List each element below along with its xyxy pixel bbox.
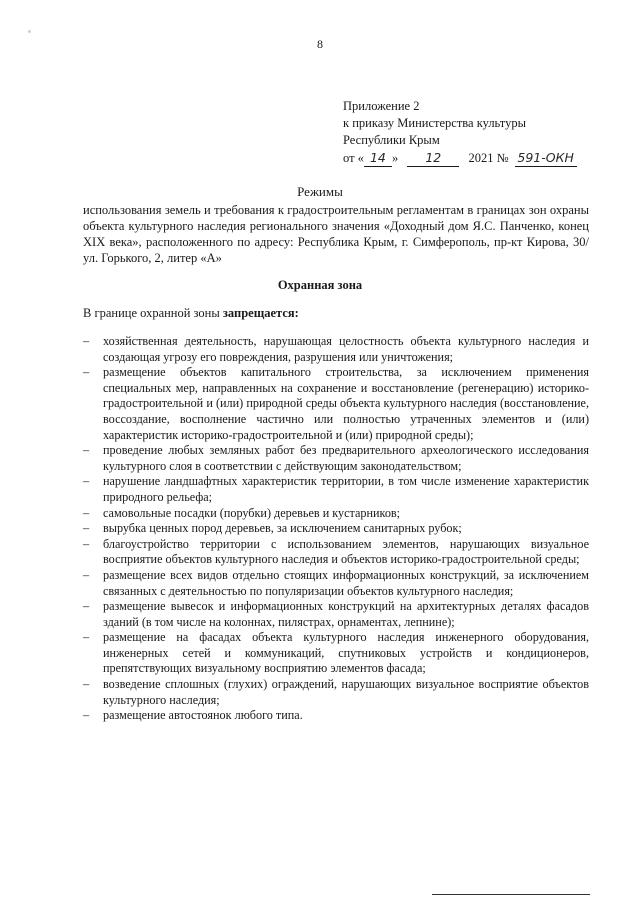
list-item-text: размещение автостоянок любого типа. bbox=[103, 708, 303, 723]
scan-speck bbox=[28, 30, 31, 33]
list-item bbox=[83, 708, 589, 724]
list-item bbox=[83, 365, 589, 443]
bullet-dash: – bbox=[83, 599, 90, 614]
list-item bbox=[83, 568, 589, 599]
list-item bbox=[83, 474, 589, 505]
handwritten-order-number: 591-ОКН bbox=[515, 149, 577, 167]
list-item-text: возведение сплошных (глухих) ограждений, нарушающих визуальное восприятие объектов культурного наследия; bbox=[103, 677, 589, 707]
bullet-dash: – bbox=[83, 708, 90, 723]
appendix-date-line bbox=[343, 149, 577, 167]
appendix-line-1: Приложение 2 bbox=[343, 99, 420, 113]
bullet-dash: – bbox=[83, 334, 90, 348]
intro-line bbox=[83, 306, 299, 321]
list-item bbox=[83, 599, 589, 630]
intro-text: В границе охранной зоны bbox=[83, 306, 220, 320]
list-item-text: благоустройство территории с использованием элементов, нарушающих визуальное восприятие объектов культурного наследия и объектов историко-градостроительной среды; bbox=[103, 536, 589, 567]
handwritten-month: 12 bbox=[407, 149, 459, 167]
list-item-text: размещение всех видов отдельно стоящих информационных конструкций, за исключением связанных с деятельностью по популяризации объектов культурного наследия; bbox=[103, 567, 589, 598]
list-item bbox=[83, 630, 589, 677]
prohibitions-list bbox=[83, 334, 589, 724]
list-item-text: самовольные посадки (порубки) деревьев и кустарников; bbox=[103, 505, 401, 520]
list-item-text: размещение на фасадах объекта культурного наследия инженерного оборудования, инженерных сетей и коммуникаций, спутниковых устройств и кондиционеров, препятствующих визуальному восприятию элементов фасада; bbox=[103, 630, 589, 676]
date-mid: » bbox=[391, 151, 399, 165]
year-text: 2021 № bbox=[468, 151, 509, 165]
appendix-header bbox=[343, 98, 577, 167]
list-item bbox=[83, 334, 589, 365]
document-subtitle: использования земель и требования к градостроительным регламентам в границах зон охраны объекта культурного наследия регионального значения «Доходный дом Я.С. Панченко, конец XIX века», расположенного по адресу: Республика Крым, г. Симферополь, пр-кт Кирова, 30/ул. Горького, 2, литер «А» bbox=[83, 203, 589, 265]
date-prefix: от « bbox=[343, 151, 364, 165]
intro-bold: запрещается: bbox=[222, 306, 299, 320]
document-title: Режимы bbox=[297, 184, 343, 199]
bullet-dash: – bbox=[83, 443, 90, 458]
footer-rule bbox=[432, 894, 590, 895]
bullet-dash: – bbox=[83, 521, 90, 536]
bullet-dash: – bbox=[83, 365, 90, 380]
list-item bbox=[83, 677, 589, 708]
bullet-dash: – bbox=[83, 567, 90, 582]
bullet-dash: – bbox=[83, 677, 90, 692]
list-item-text: вырубка ценных пород деревьев, за исключением санитарных рубок; bbox=[103, 521, 462, 536]
list-item-text: размещение объектов капитального строительства, за исключением применения специальных мер, направленных на сохранение и восстановление (регенерацию) историко-градостроительной и (или) природной среды объекта культурного наследия (восстановление, воссоздание, восполнение частично или полностью утраченных элементов и (или) характеристик историко-градостроительной и (или) природной среды); bbox=[103, 365, 589, 442]
list-item-text: хозяйственная деятельность, нарушающая целостность объекта культурного наследия и создающая угрозу его повреждения, разрушения или уничтожения; bbox=[103, 334, 589, 364]
list-item-text: размещение вывесок и информационных конструкций на архитектурных деталях фасадов зданий (в том числе на колоннах, пилястрах, орнаментах, лепнине); bbox=[103, 599, 589, 629]
page-number: 8 bbox=[317, 37, 323, 51]
appendix-line-2: к приказу Министерства культуры bbox=[343, 116, 526, 130]
bullet-dash: – bbox=[83, 536, 90, 551]
list-item bbox=[83, 521, 589, 537]
list-item-text: проведение любых земляных работ без предварительного археологического исследования культурного слоя в соответствии с действующим законодательством; bbox=[103, 443, 589, 473]
appendix-line-3: Республики Крым bbox=[343, 133, 440, 147]
bullet-dash: – bbox=[83, 505, 90, 520]
handwritten-day: 14 bbox=[364, 149, 392, 167]
section-title: Охранная зона bbox=[277, 278, 363, 292]
list-item-text: нарушение ландшафтных характеристик территории, в том числе изменение характеристик природного рельефа; bbox=[103, 474, 589, 504]
list-item bbox=[83, 537, 589, 568]
list-item bbox=[83, 506, 589, 522]
bullet-dash: – bbox=[83, 630, 90, 645]
list-item bbox=[83, 443, 589, 474]
bullet-dash: – bbox=[83, 474, 90, 489]
